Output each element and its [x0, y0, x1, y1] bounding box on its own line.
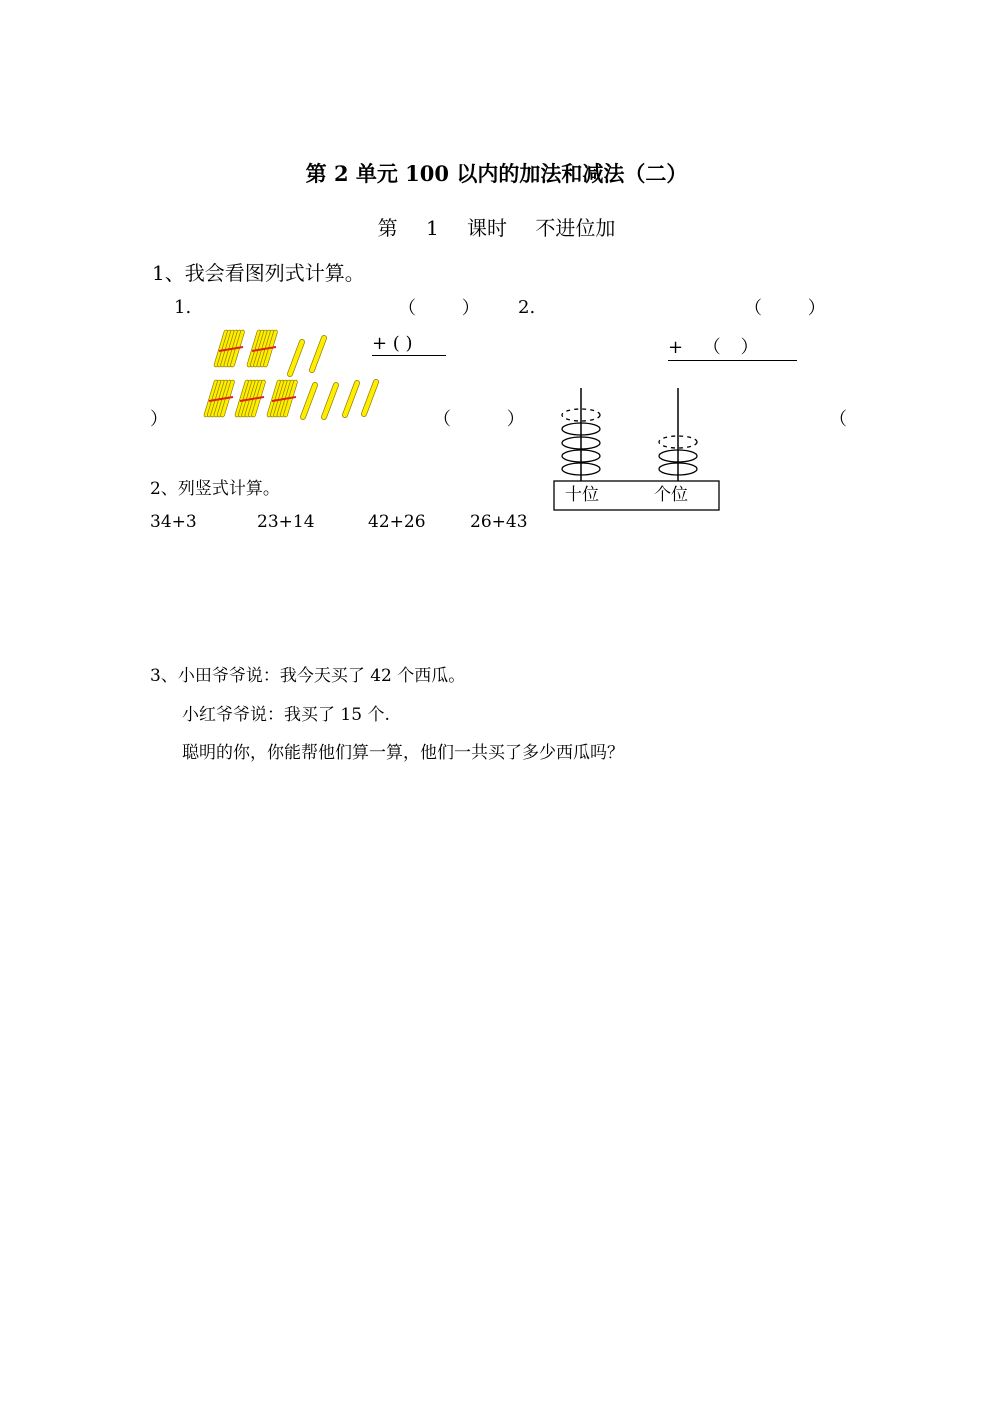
expression-3: 42+26 [368, 512, 426, 532]
item-2-label: 2. [518, 297, 536, 318]
single-stick [303, 385, 315, 417]
item-1-blank-top[interactable]: （ ） [398, 298, 480, 319]
stick-bundle [269, 382, 296, 415]
item-2-blank-bottom[interactable]: （ [829, 409, 847, 430]
counting-sticks-picture [200, 325, 390, 430]
item-1-blank-bottom[interactable]: （ ） [433, 409, 525, 430]
lesson-subtitle: 第 1 课时 不进位加 [377, 216, 616, 240]
stick-bundles [206, 332, 296, 415]
item-2-plus-line[interactable]: + （ ） [668, 333, 797, 361]
abacus-tens-label: 十位 [565, 485, 599, 505]
single-stick [324, 385, 336, 417]
expression-2: 23+14 [257, 512, 315, 532]
item-1-label: 1. [174, 297, 192, 318]
stick-bundle [237, 382, 264, 415]
single-stick [290, 342, 302, 374]
page-title: 第 2 单元 100 以内的加法和减法（二） [305, 161, 688, 186]
single-sticks [290, 338, 376, 417]
stick-bundle [216, 332, 243, 365]
stick-bundle [249, 332, 276, 365]
single-stick [345, 383, 357, 415]
single-stick [364, 382, 376, 414]
item-1-left-paren: ） [150, 409, 168, 430]
question-2-heading: 2、列竖式计算。 [150, 479, 280, 499]
question-3-line-1: 3、小田爷爷说：我今天买了 42 个西瓜。 [150, 666, 466, 686]
item-2-blank-top[interactable]: （ ） [744, 298, 826, 319]
item-1-plus-line[interactable]: + ( ) [372, 333, 446, 356]
single-stick [312, 338, 324, 370]
stick-bundle [206, 382, 233, 415]
expression-4: 26+43 [470, 512, 528, 532]
question-1-heading: 1、我会看图列式计算。 [152, 261, 365, 285]
question-3-line-3: 聪明的你，你能帮他们算一算，他们一共买了多少西瓜吗？ [182, 743, 624, 763]
question-3-line-2: 小红爷爷说：我买了 15 个. [182, 705, 390, 725]
abacus-ones-label: 个位 [654, 485, 688, 505]
expression-1: 34+3 [150, 512, 197, 532]
